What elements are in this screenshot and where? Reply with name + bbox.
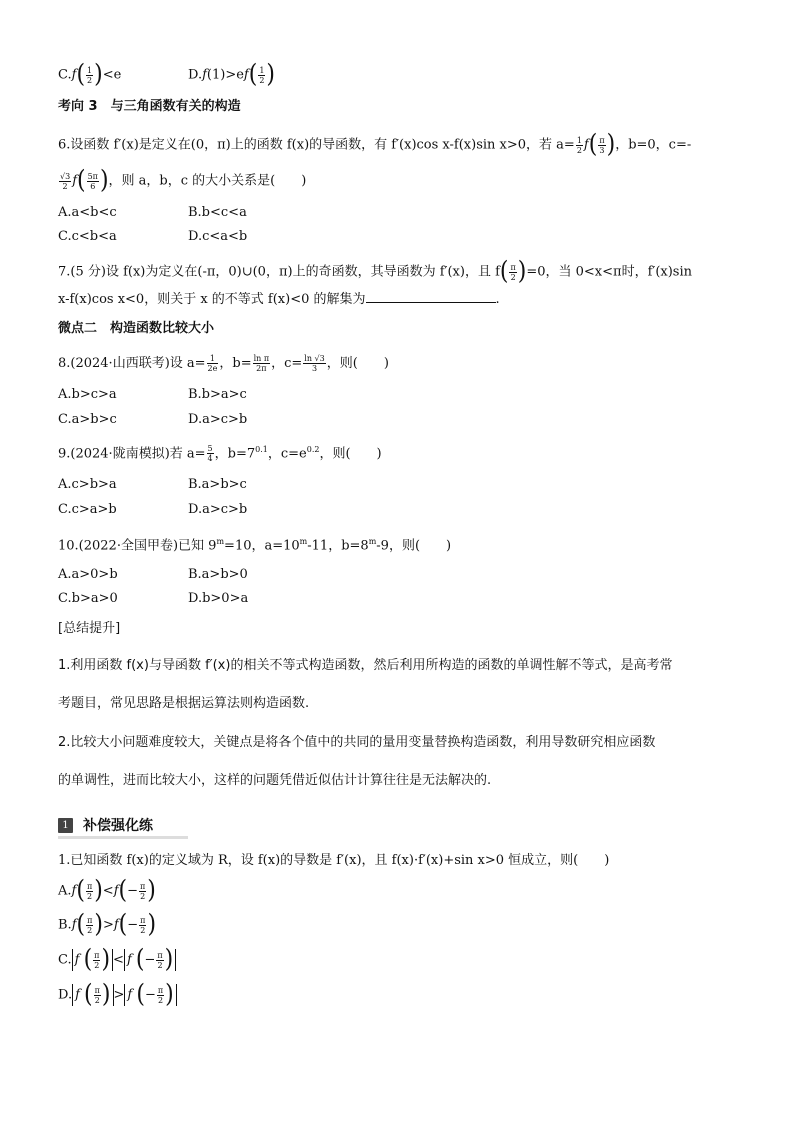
question-8: 8.(2024·山西联考)设 a= $\frac{1}{2e}$ ，b= $\frac{\text{ln π}}{2\pi}$ ，c= $\frac{\ln √3}{3}$ ，则( ) [58, 354, 389, 373]
badge-underline [58, 836, 188, 839]
option-a: A.b>c>a [58, 387, 117, 402]
option-a: A.c>b>a [58, 477, 117, 492]
summary-point-2-cont: 的单调性，进而比较大小，这样的问题凭借近似估计计算往往是无法解决的. [58, 773, 492, 788]
option-b: B.a>b>0 [188, 567, 248, 582]
section-number-icon: 1 [58, 818, 73, 833]
option-c: C.c<b<a [58, 229, 117, 244]
summary-heading: [总结提升] [58, 621, 121, 636]
option-b: B.b>a>c [188, 387, 247, 402]
section-badge: 1 补偿强化练 [58, 814, 153, 836]
option-d: D.a>c>b [188, 412, 248, 427]
option-d: D. f ( $\frac{\pi}{2}$ ) > f (− $\frac{\pi}{2}$ ) [58, 984, 177, 1006]
option-a: A.f( $\frac{\pi}{2}$ )<f(− $\frac{\pi}{2}$ ) [58, 876, 156, 905]
question-6-line2: $\frac{√3}{2}$ f( $\frac{5\pi}{6}$ )，则 a，b，c 的大小关系是( ) [60, 166, 307, 195]
question-7-line2: x-f(x)cos x<0，则关于 x 的不等式 f(x)<0 的解集为 . [58, 292, 500, 307]
summary-point-1: 1.利用函数 f(x)与导函数 f′(x)的相关不等式构造函数，然后利用所构造的函数的单调性解不等式，是高考常 [58, 658, 673, 673]
option-b: B.a>b>c [188, 477, 247, 492]
prev-option-c: C.f( $\frac{1}{2}$ )<e [58, 60, 122, 89]
section-heading: 考向 3 与三角函数有关的构造 [58, 99, 241, 114]
option-d: D.b>0>a [188, 591, 249, 606]
option-a: A.a<b<c [58, 205, 117, 220]
question-10: 10.(2022·全国甲卷)已知 $9^m=10$，$a=10^m-11$，$b=8^m-9$，则( ) [58, 537, 452, 554]
option-a: A.a>0>b [58, 567, 118, 582]
subsection-heading: 微点二 构造函数比较大小 [58, 321, 215, 336]
question-9: 9.(2024·陇南模拟)若 a= $\frac{5}{4}$ ，$b=7^{0.1}$，$c=e^{0.2}$，则( ) [58, 444, 382, 464]
option-c: C.c>a>b [58, 502, 117, 517]
option-c: C. f ( $\frac{\pi}{2}$ ) < f (− $\frac{\pi}{2}$ ) [58, 949, 176, 971]
prev-option-d: D.f(1)>ef( $\frac{1}{2}$ ) [188, 60, 276, 89]
answer-blank[interactable] [366, 290, 496, 303]
fraction: $\frac{1}{2}$ [87, 65, 93, 85]
option-d: D.c<a<b [188, 229, 248, 244]
question-7-line1: 7.(5 分)设 f(x)为定义在(-π，0)∪(0，π)上的奇函数，其导函数为 f′(x)，且 f( $\frac{\pi}{2}$ )=0，当 0<x<π时，f′(x)sin [58, 257, 693, 286]
practice-question-1: 1.已知函数 f(x)的定义域为 R，设 f(x)的导数是 f′(x)，且 f(x)·f′(x)+sin x>0 恒成立，则( ) [58, 853, 610, 868]
option-c: C.a>b>c [58, 412, 117, 427]
summary-point-1-cont: 考题目，常见思路是根据运算法则构造函数. [58, 696, 310, 711]
summary-point-2: 2.比较大小问题难度较大，关键点是将各个值中的共同的量用变量替换构造函数，利用导数研究相应函数 [58, 735, 656, 750]
option-b: B.b<c<a [188, 205, 247, 220]
option-c: C.b>a>0 [58, 591, 118, 606]
question-6-line1: 6.设函数 f′(x)是定义在(0，π)上的函数 f(x)的导函数，有 f′(x)cos x-f(x)sin x>0，若 a= $\frac{1}{2}$ f( $\frac{\pi}{3}$ )，b=0，c=- [58, 130, 692, 159]
option-b: B.f( $\frac{\pi}{2}$ )>f(− $\frac{\pi}{2}$ ) [58, 910, 157, 939]
option-d: D.a>c>b [188, 502, 248, 517]
